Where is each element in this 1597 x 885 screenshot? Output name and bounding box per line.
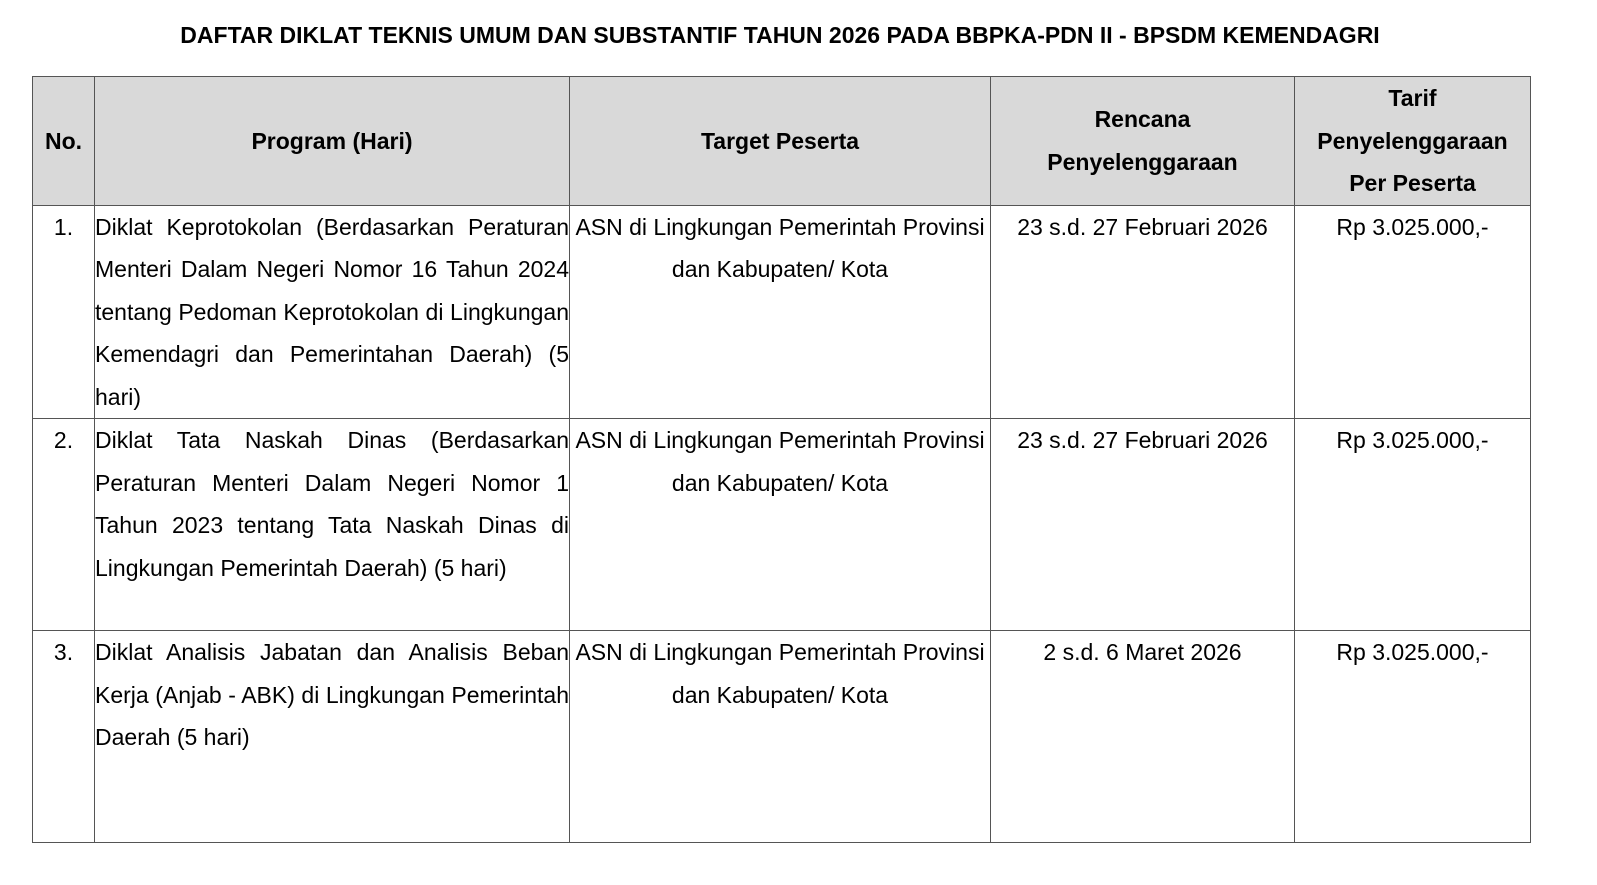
table-row [33,205,1531,419]
header-target-label: Target Peserta [700,127,860,154]
row-target: ASN di Lingkungan Pemerintah Provinsi dan Kabupaten/ Kota [570,205,991,419]
row-number: 3. [33,631,95,843]
row-fee: Rp 3.025.000,- [1295,419,1531,631]
row-program: Diklat Keprotokolan (Berdasarkan Peraturan Menteri Dalam Negeri Nomor 16 Tahun 2024 tentang Pedoman Keprotokolan di Lingkungan Kemendagri dan Pemerintahan Daerah) (5 hari) [95,205,570,419]
header-schedule [991,77,1295,206]
row-number: 1. [33,205,95,419]
header-no [33,77,95,206]
row-target: ASN di Lingkungan Pemerintah Provinsi dan Kabupaten/ Kota [570,419,991,631]
row-schedule: 23 s.d. 27 Februari 2026 [991,205,1295,419]
row-target: ASN di Lingkungan Pemerintah Provinsi dan Kabupaten/ Kota [570,631,991,843]
header-fee-label: Tarif Penyelenggaraan Per Peserta [1317,85,1508,196]
header-target [570,77,991,206]
row-program: Diklat Tata Naskah Dinas (Berdasarkan Peraturan Menteri Dalam Negeri Nomor 1 Tahun 2023 tentang Tata Naskah Dinas di Lingkungan Pemerintah Daerah) (5 hari) [95,419,570,631]
training-schedule-table [32,76,1531,843]
table-header-row [33,77,1531,206]
table-row [33,631,1531,843]
header-no-label: No. [44,127,83,154]
row-program: Diklat Analisis Jabatan dan Analisis Beban Kerja (Anjab - ABK) di Lingkungan Pemerintah Daerah (5 hari) [95,631,570,843]
document-title: DAFTAR DIKLAT TEKNIS UMUM DAN SUBSTANTIF TAHUN 2026 PADA BBPKA-PDN II - BPSDM KEMENDAGRI [180,22,1380,48]
row-schedule: 23 s.d. 27 Februari 2026 [991,419,1295,631]
header-program [95,77,570,206]
header-schedule-label: Rencana Penyelenggaraan [1047,106,1238,175]
row-fee: Rp 3.025.000,- [1295,631,1531,843]
row-schedule: 2 s.d. 6 Maret 2026 [991,631,1295,843]
header-program-label: Program (Hari) [251,127,413,154]
row-number: 2. [33,419,95,631]
header-fee [1295,77,1531,206]
table-row [33,419,1531,631]
row-fee: Rp 3.025.000,- [1295,205,1531,419]
